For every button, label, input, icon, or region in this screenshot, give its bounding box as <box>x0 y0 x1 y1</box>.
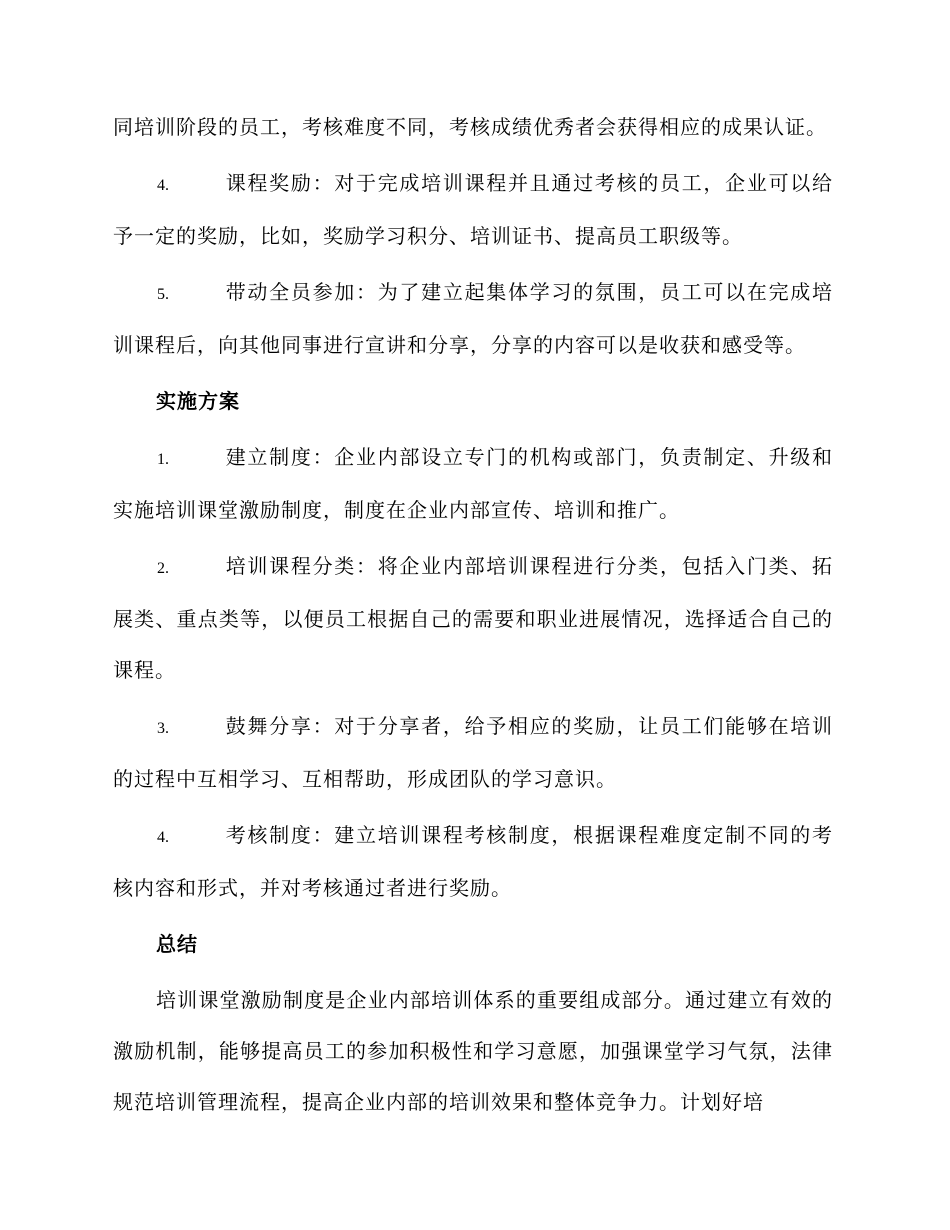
list-item-text: 带动全员参加：为了建立起集体学习的氛围，员工可以在完成培训课程后，向其他同事进行宣讲和分享，分享的内容可以是收获和感受等。 <box>113 280 833 357</box>
list-item-number: 4. <box>157 177 169 194</box>
list-item-number: 1. <box>157 451 169 468</box>
list-item-number: 3. <box>157 720 169 737</box>
list-item-implementation-1 <box>113 432 833 536</box>
section-heading-summary: 总结 <box>156 932 198 956</box>
section-heading-implementation: 实施方案 <box>156 389 240 413</box>
list-item-incentive-5 <box>113 267 833 371</box>
list-item-incentive-4 <box>113 158 833 262</box>
list-item-text: 考核制度：建立培训课程考核制度，根据课程难度定制不同的考核内容和形式，并对考核通过者进行奖励。 <box>113 823 833 900</box>
list-item-number: 5. <box>157 286 169 303</box>
summary-paragraph: 培训课堂激励制度是企业内部培训体系的重要组成部分。通过建立有效的激励机制，能够提高员工的参加积极性和学习意愿，加强课堂学习气氛，法律规范培训管理流程，提高企业内部的培训效果和整体竞争力。计划好培 <box>113 988 833 1114</box>
list-item-implementation-2 <box>113 541 833 696</box>
list-item-implementation-3 <box>113 701 833 805</box>
list-item-text: 鼓舞分享：对于分享者，给予相应的奖励，让员工们能够在培训的过程中互相学习、互相帮助，形成团队的学习意识。 <box>113 714 833 791</box>
list-item-text: 课程奖励：对于完成培训课程并且通过考核的员工，企业可以给予一定的奖励，比如，奖励学习积分、培训证书、提高员工职级等。 <box>113 171 833 248</box>
list-item-text: 建立制度：企业内部设立专门的机构或部门，负责制定、升级和实施培训课堂激励制度，制度在企业内部宣传、培训和推广。 <box>113 445 833 522</box>
intro-continuation-paragraph: 同培训阶段的员工，考核难度不同，考核成绩优秀者会获得相应的成果认证。 <box>113 115 827 139</box>
list-item-number: 4. <box>157 829 169 846</box>
list-item-number: 2. <box>157 560 169 577</box>
list-item-implementation-4 <box>113 810 833 914</box>
list-item-text: 培训课程分类：将企业内部培训课程进行分类，包括入门类、拓展类、重点类等，以便员工根据自己的需要和职业进展情况，选择适合自己的课程。 <box>113 554 833 682</box>
document-page <box>113 102 833 1128</box>
